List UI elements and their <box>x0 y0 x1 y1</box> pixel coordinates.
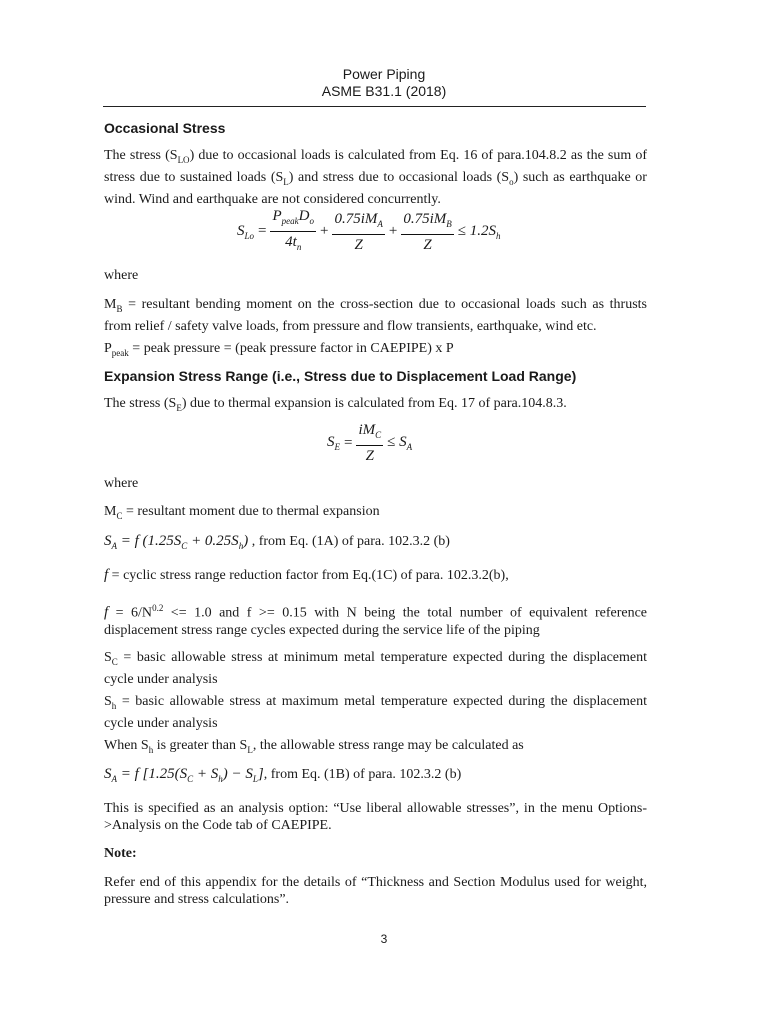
sa-eq-1b: $S_A = f$ $[1.25(S_C + S_h) - S_L]$, from Eq. (1B) of para. 102.3.2 (b) <box>104 766 462 784</box>
equation-16: $S_{Lo}$ = $\frac{P_{peak}D_o}{4t_n}$ + $\frac{0.75iM_A}{Z}$ + $\frac{0.75iM_B}{Z}$ ≤ $1.2S_h$ <box>237 206 501 257</box>
where-label-2: where <box>104 476 139 491</box>
expansion-intro: The stress $(S_E)$ due to thermal expansion is calculated from Eq. 17 of para.104.8.3. <box>104 396 567 413</box>
section-heading-occasional: Occasional Stress <box>104 120 226 136</box>
sc-definition: $S_C$ = basic allowable stress at minimum metal temperature expected during the displacement cycle under analysis <box>104 650 647 687</box>
note-label: Note: <box>104 846 137 861</box>
sh-definition: $S_h$ = basic allowable stress at maximum metal temperature expected during the displacement cycle under analysis <box>104 694 647 731</box>
when-sentence: When $S_h$ is greater than $S_L$, the allowable stress range may be calculated as <box>104 738 524 755</box>
eq16-term-mb: $\frac{0.75iM_B}{Z}$ <box>403 210 452 253</box>
note-text: Refer end of this appendix for the details of “Thickness and Section Modulus used for weight, pressure and stress calculations”. <box>104 875 647 907</box>
analysis-option-paragraph: This is specified as an analysis option: “Use liberal allowable stresses”, in the menu Options->Analysis on the Code tab of CAEPIPE. <box>104 801 647 833</box>
header-rule <box>103 106 646 107</box>
sa-eq-1a: $S_A = f$ $(1.25S_C + 0.25S_h)$ , from Eq. (1A) of para. 102.3.2 (b) <box>104 533 450 551</box>
equation-17: $S_E$ = $\frac{iM_C}{Z}$ ≤ $S_A$ <box>327 422 413 464</box>
mc-definition: $M_C$ = resultant moment due to thermal expansion <box>104 504 380 521</box>
eq16-term-ma: $\frac{0.75iM_A}{Z}$ <box>334 210 383 253</box>
occasional-intro-paragraph: The stress $(S_{LO})$ due to occasional loads is calculated from Eq. 16 of para.104.8.2 as the sum of stress due to sustained loads $(S_L)$ and stress due to occasional loads $(S_o)$ such as earthquake or wind. Wind and earthquake are not considered concurrently. <box>104 148 648 207</box>
mb-definition: $M_B$ = resultant bending moment on the cross-section due to occasional loads such as thrusts from relief / safety valve loads, from pressure and flow transients, earthquake, wind etc. <box>104 297 647 334</box>
f-definition: f = cyclic stress range reduction factor from Eq.(1C) of para. 102.3.2(b), <box>104 567 509 583</box>
page-number: 3 <box>380 932 388 946</box>
ppeak-definition: $P_{peak}$ = peak pressure = (peak pressure factor in CAEPIPE) x P <box>104 341 454 358</box>
section-heading-expansion: Expansion Stress Range (i.e., Stress due to Displacement Load Range) <box>104 368 577 384</box>
header-title: Power Piping <box>342 66 426 82</box>
where-label-1: where <box>104 268 139 283</box>
eq16-term-pressure: $\frac{P_{peak}D_o}{4t_n}$ <box>272 208 314 252</box>
f-formula-paragraph: $f = 6/N^{0.2} <= 1.0$ and f >= 0.15 with N being the total number of equivalent reference displacement stress range cycles expected during the service life of the piping <box>104 603 648 638</box>
header-standard: ASME B31.1 (2018) <box>321 83 447 99</box>
